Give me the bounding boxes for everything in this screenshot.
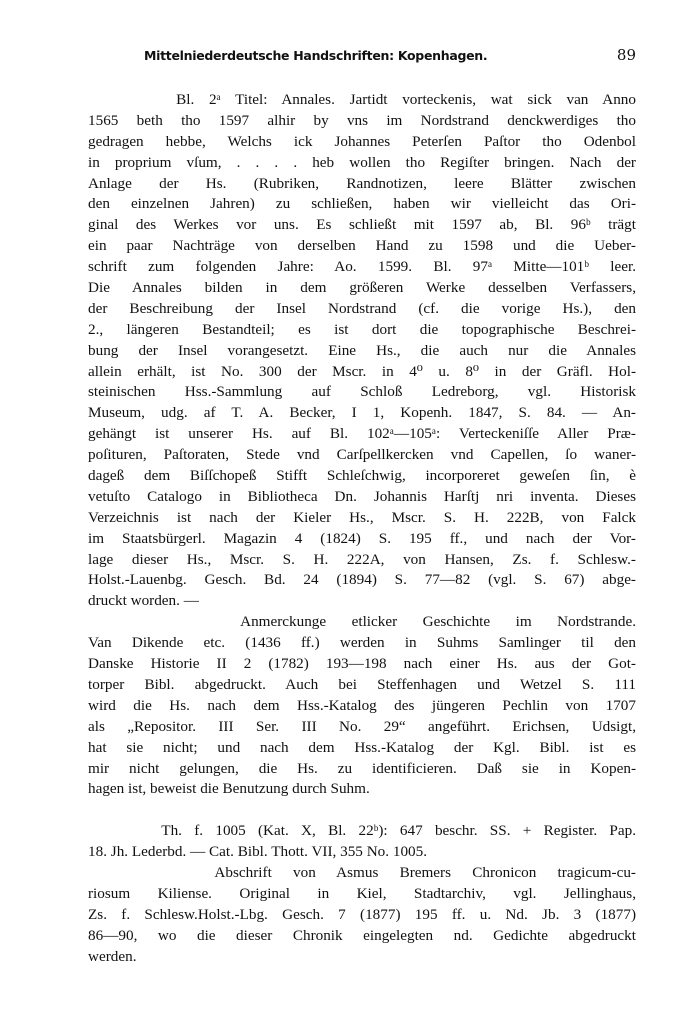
- page-body: [88, 90, 636, 968]
- paragraph-annales: [88, 90, 636, 612]
- text-line: hat sie nicht; und nach dem Hss.-Katalog der Kgl. Bibl. ist es: [88, 738, 636, 756]
- text-line: gedragen hebbe, Welchs ick Johannes Peterſen Paſtor tho Odenbol: [88, 132, 636, 150]
- text-line: Abschrift von Asmus Bremers Chronicon tragicum-cu-: [88, 864, 636, 882]
- text-line: im Staatsbürgerl. Magazin 4 (1824) S. 195 ff., und nach der Vor-: [88, 529, 636, 547]
- page-number: 89: [616, 46, 636, 64]
- text-line: vetuſto Catalogo in Bibliotheca Dn. Johannis Harſtj nri inventa. Dieses: [88, 487, 636, 505]
- text-line: Verzeichnis ist nach der Kieler Hs., Mscr. S. H. 222B, von Falck: [88, 508, 636, 526]
- text-line: Th. f. 1005 (Kat. X, Bl. 22ᵇ): 647 beschr. SS. + Register. Pap.: [88, 822, 636, 840]
- text-line: bung der Insel vorangesetzt. Eine Hs., die auch nur die Annales: [88, 341, 636, 359]
- text-line: 18. Jh. Lederbd. — Cat. Bibl. Thott. VII, 355 No. 1005.: [88, 843, 428, 861]
- text-line: wird die Hs. nach dem Hss.-Katalog des jüngeren Pechlin von 1707: [88, 696, 636, 714]
- running-title: Mittelniederdeutsche Handschriften: Kopenhagen.: [144, 48, 488, 63]
- text-line: Die Annales bilden in dem größeren Werke desselben Verfassers,: [88, 279, 636, 297]
- text-line: in proprium vſum, . . . . heb wollen tho Regiſter bringen. Nach der: [88, 153, 636, 171]
- text-line: Anlage der Hs. (Rubriken, Randnotizen, leere Blätter zwischen: [88, 174, 636, 192]
- paragraph-anmerckunge: [88, 612, 636, 800]
- text-line: den einzelnen Jahren) zu schließen, haben wir vielleicht das Ori-: [88, 195, 636, 213]
- text-line: Holst.-Lauenbg. Gesch. Bd. 24 (1894) S. 77—82 (vgl. S. 67) abge-: [88, 571, 636, 589]
- text-line: Van Dikende etc. (1436 ff.) werden in Suhms Samlinger til den: [88, 634, 636, 652]
- text-line: poſituren, Paſtoraten, Stede vnd Carſpellkercken vnd Capellen, ſo waner-: [88, 446, 636, 464]
- text-line: Zs. f. Schlesw.Holst.-Lbg. Gesch. 7 (1877) 195 ff. u. Nd. Jb. 3 (1877): [88, 905, 636, 923]
- text-line: Danske Historie II 2 (1782) 193—198 nach einer Hs. aus der Got-: [88, 655, 636, 673]
- text-line: 2., längeren Bestandteil; es ist dort die topographische Beschrei-: [88, 320, 636, 338]
- section-gap: [88, 800, 636, 821]
- text-line: 1565 beth tho 1597 alhir by vns im Nordstrand denckwerdiges tho: [88, 111, 636, 129]
- text-line: schrift zum folgenden Jahre: Ao. 1599. Bl. 97ᵃ Mitte—101ᵇ leer.: [88, 258, 636, 276]
- text-line: 86—90, wo die dieser Chronik eingelegten nd. Gedichte abgedruckt: [88, 926, 636, 944]
- paragraph-thott-1005: [88, 821, 636, 863]
- text-line: steinischen Hss.-Sammlung auf Schloß Ledreborg, vgl. Historisk: [88, 383, 636, 401]
- text-line: werden.: [88, 947, 137, 965]
- text-line: allein erhält, ist No. 300 der Mscr. in 4⁰ u. 8⁰ in der Gräfl. Hol-: [88, 362, 636, 380]
- text-line: riosum Kiliense. Original in Kiel, Stadtarchiv, vgl. Jellinghaus,: [88, 884, 636, 902]
- text-line: hagen ist, beweist die Benutzung durch Suhm.: [88, 780, 370, 798]
- text-line: mir nicht gelungen, die Hs. zu identificieren. Daß sie in Kopen-: [88, 759, 636, 777]
- text-line: lage dieser Hs., Mscr. S. H. 222A, von Hansen, Zs. f. Schlesw.-: [88, 550, 636, 568]
- text-line: ein paar Nachträge von derselben Hand zu 1598 und die Ueber-: [88, 237, 636, 255]
- text-line: gehängt ist unserer Hs. auf Bl. 102ᵃ—105ᵃ: Verteckeniſſe Aller Præ-: [88, 425, 636, 443]
- text-line: Museum, udg. af T. A. Becker, I 1, Kopenh. 1847, S. 84. — An-: [88, 404, 636, 422]
- text-line: der Beschreibung der Insel Nordstrand (cf. die vorige Hs.), den: [88, 299, 636, 317]
- text-line: druckt worden. —: [88, 592, 199, 610]
- paragraph-abschrift: [88, 863, 636, 967]
- text-line: torper Bibl. abgedruckt. Auch bei Steffenhagen und Wetzel S. 111: [88, 675, 636, 693]
- text-line: Bl. 2ᵃ Titel: Annales. Jartidt vorteckenis, wat sick van Anno: [88, 91, 636, 108]
- text-line: Anmerckunge etlicker Geschichte im Nordstrande.: [88, 613, 636, 631]
- text-line: als „Repositor. III Ser. III No. 29“ angeführt. Erichsen, Udsigt,: [88, 717, 636, 735]
- text-line: ginal des Werkes vor uns. Es schließt mit 1597 ab, Bl. 96ᵇ trägt: [88, 216, 636, 234]
- page-header: [88, 48, 636, 72]
- text-line: dageß dem Biſſchopeß Stifft Schleſchwig, incorporeret geweſen ſin, è: [88, 467, 636, 485]
